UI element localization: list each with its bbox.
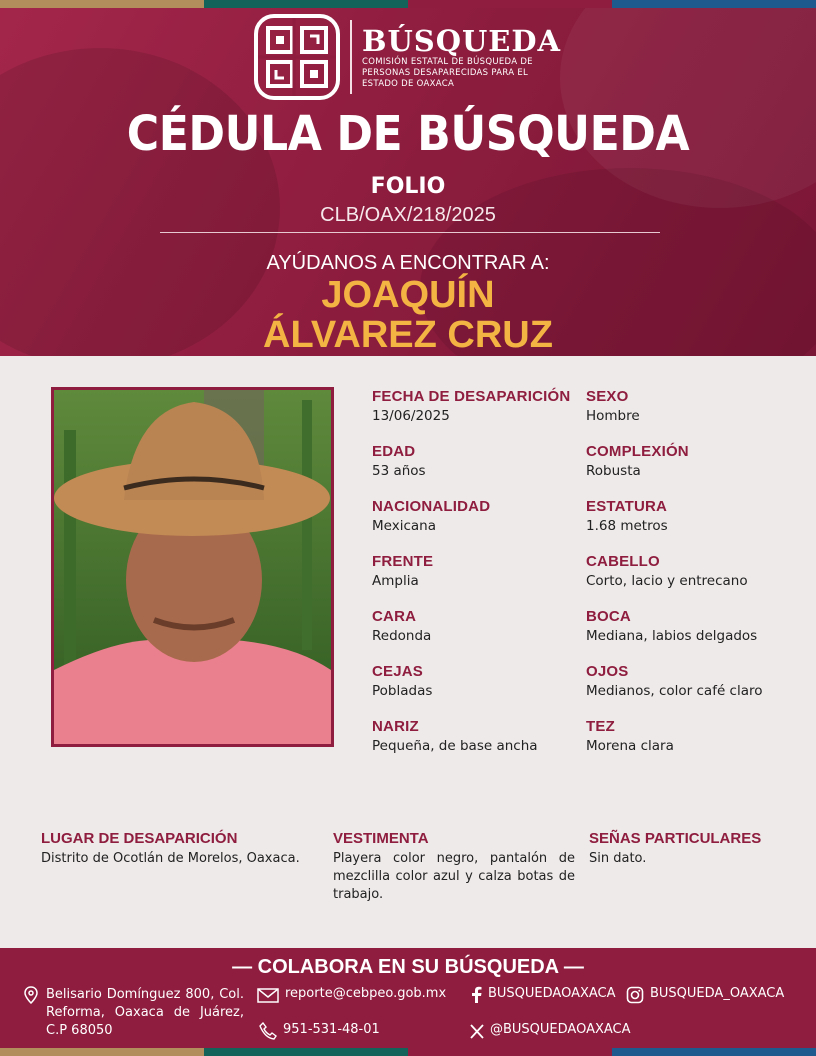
vestimenta-label: VESTIMENTA bbox=[333, 830, 429, 847]
phone-contact[interactable] bbox=[259, 1022, 380, 1040]
vestimenta-field bbox=[333, 830, 575, 904]
email-contact[interactable] bbox=[257, 986, 446, 1004]
detail-field bbox=[586, 608, 757, 644]
help-text: AYÚDANOS A ENCONTRAR A: bbox=[266, 252, 550, 274]
folio-value: CLB/OAX/218/2025 bbox=[320, 204, 496, 226]
detail-label: NACIONALIDAD bbox=[372, 498, 491, 515]
lugar-value: Distrito de Ocotlán de Morelos, Oaxaca. bbox=[41, 851, 300, 866]
detail-value: Robusta bbox=[586, 463, 641, 479]
detail-value: 53 años bbox=[372, 463, 426, 479]
detail-label: EDAD bbox=[372, 443, 416, 460]
detail-value: Corto, lacio y entrecano bbox=[586, 573, 748, 589]
detail-value: Pobladas bbox=[372, 683, 433, 699]
address bbox=[22, 986, 244, 1040]
phone-icon bbox=[259, 1022, 277, 1040]
detail-label: ESTATURA bbox=[586, 498, 668, 515]
detail-label: OJOS bbox=[586, 663, 629, 680]
detail-field bbox=[586, 718, 674, 754]
facebook-icon bbox=[470, 986, 482, 1004]
detail-field bbox=[586, 443, 689, 479]
detail-label: BOCA bbox=[586, 608, 631, 625]
detail-field bbox=[372, 443, 426, 479]
instagram-contact[interactable] bbox=[626, 986, 784, 1004]
brand-logo bbox=[254, 14, 567, 100]
person-photo bbox=[54, 390, 331, 744]
mail-icon bbox=[257, 986, 279, 1004]
detail-field bbox=[372, 663, 432, 699]
detail-field bbox=[586, 498, 668, 534]
detail-value: Amplia bbox=[372, 573, 419, 589]
detail-label: TEZ bbox=[586, 718, 615, 735]
detail-value: 1.68 metros bbox=[586, 518, 668, 534]
logo-divider bbox=[350, 20, 352, 94]
detail-field bbox=[372, 718, 538, 754]
detail-value: Morena clara bbox=[586, 738, 674, 754]
divider bbox=[160, 232, 660, 233]
detail-value: Hombre bbox=[586, 408, 640, 424]
detail-value: Mexicana bbox=[372, 518, 436, 534]
instagram-text[interactable]: BUSQUEDA_OAXACA bbox=[650, 986, 785, 1001]
phone-text[interactable]: 951-531-48-01 bbox=[283, 1022, 380, 1037]
detail-label: FRENTE bbox=[372, 553, 434, 570]
detail-label: CARA bbox=[372, 608, 417, 625]
x-text[interactable]: @BUSQUEDAOAXACA bbox=[490, 1022, 631, 1037]
footer bbox=[0, 948, 816, 1048]
detail-value: Mediana, labios delgados bbox=[586, 628, 758, 644]
senas-field bbox=[589, 830, 789, 868]
instagram-icon bbox=[626, 986, 644, 1004]
detail-field bbox=[372, 608, 431, 644]
brand-subtitle: COMISIÓN ESTATAL DE BÚSQUEDA DE PERSONAS DESAPARECIDAS PARA EL ESTADO DE OAXACA bbox=[362, 56, 533, 89]
detail-label: FECHA DE DESAPARICIÓN bbox=[372, 388, 571, 405]
person-first-name: JOAQUÍN bbox=[321, 274, 495, 316]
senas-label: SEÑAS PARTICULARES bbox=[589, 830, 762, 847]
location-pin-icon bbox=[22, 986, 40, 1004]
detail-value: Redonda bbox=[372, 628, 432, 644]
facebook-contact[interactable] bbox=[470, 986, 616, 1004]
bottom-color-stripe bbox=[0, 1048, 816, 1056]
lugar-label: LUGAR DE DESAPARICIÓN bbox=[41, 830, 238, 847]
person-last-name: ÁLVAREZ CRUZ bbox=[263, 314, 553, 356]
detail-value: 13/06/2025 bbox=[372, 408, 450, 424]
lugar-field bbox=[41, 830, 311, 868]
detail-value: Pequeña, de base ancha bbox=[372, 738, 538, 754]
collab-heading: — COLABORA EN SU BÚSQUEDA — bbox=[232, 956, 584, 978]
facebook-text[interactable]: BUSQUEDAOAXACA bbox=[488, 986, 616, 1001]
vestimenta-value: Playera color negro, pantalón de mezclilla color azul y calza botas de trabajo. bbox=[333, 851, 575, 902]
folio-label: FOLIO bbox=[370, 174, 446, 199]
person-photo-frame bbox=[51, 387, 334, 747]
senas-value: Sin dato. bbox=[589, 851, 647, 866]
brand-name: BÚSQUEDA bbox=[362, 23, 562, 58]
email-text[interactable]: reporte@cebpeo.gob.mx bbox=[285, 986, 447, 1001]
detail-field bbox=[372, 553, 433, 589]
x-contact[interactable] bbox=[470, 1022, 631, 1040]
detail-label: SEXO bbox=[586, 388, 629, 405]
detail-field bbox=[372, 498, 490, 534]
detail-field bbox=[372, 388, 570, 424]
x-logo-icon bbox=[470, 1022, 484, 1040]
page-title: CÉDULA DE BÚSQUEDA bbox=[126, 106, 690, 162]
top-color-stripe bbox=[0, 0, 816, 8]
detail-label: CEJAS bbox=[372, 663, 424, 680]
header-banner bbox=[0, 8, 816, 356]
address-text: Belisario Domínguez 800, Col. Reforma, Oaxaca de Juárez, C.P 68050 bbox=[46, 987, 244, 1038]
comision-logo-icon bbox=[254, 14, 340, 100]
detail-label: NARIZ bbox=[372, 718, 419, 735]
detail-label: CABELLO bbox=[586, 553, 660, 570]
detail-value: Medianos, color café claro bbox=[586, 683, 763, 699]
detail-label: COMPLEXIÓN bbox=[586, 443, 689, 460]
detail-field bbox=[586, 388, 640, 424]
detail-field bbox=[586, 553, 748, 589]
detail-field bbox=[586, 663, 763, 699]
